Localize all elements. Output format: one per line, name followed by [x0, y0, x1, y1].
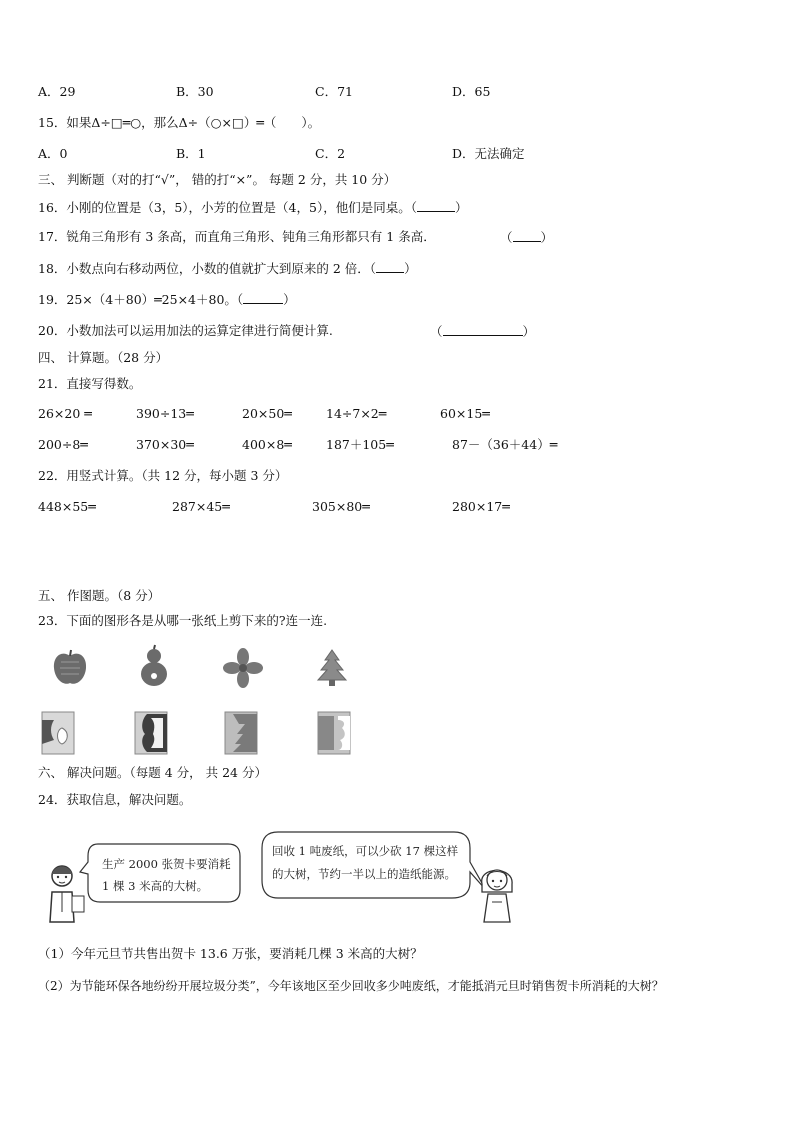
girl-figure — [472, 862, 524, 924]
q15-option-c: C．2 — [315, 146, 346, 161]
q24-title: 24．获取信息，解决问题。 — [38, 792, 192, 807]
q22-item-1: 448×55═ — [38, 499, 96, 514]
q18-close: ） — [404, 261, 417, 276]
q14-option-a: A．29 — [38, 84, 76, 99]
paper-gourd-cut — [133, 710, 171, 756]
q17-paren: （ ） — [500, 230, 554, 245]
q23-title: 23．下面的图形各是从哪一张纸上剪下来的?连一连. — [38, 613, 328, 628]
paper-apple-cut — [40, 710, 78, 756]
q21-item-3: 20×50═ — [242, 406, 292, 421]
q24-sub-1: （1）今年元旦节共售出贺卡 13.6 万张，要消耗几棵 3 米高的大树？ — [38, 946, 423, 961]
q14-option-b: B．30 — [176, 84, 214, 99]
q20-paren: （ ） — [430, 324, 536, 339]
q21-title: 21．直接写得数。 — [38, 376, 142, 391]
q19-answer-blank[interactable] — [243, 291, 283, 304]
q24-sub-2: （2）为节能环保各地纷纷开展垃圾分类”，今年该地区至少回收多少吨废纸，才能抵消元旦时销售贺卡所消耗的大树？ — [38, 979, 664, 993]
q15-text: 15．如果Δ÷□═○，那么Δ÷（○×□）═（ ）。 — [38, 115, 321, 130]
q17-text: 17．锐角三角形有 3 条高，而直角三角形、钝角三角形都只有 1 条高． — [38, 229, 436, 244]
q21-item-7: 370×30═ — [136, 437, 194, 452]
q19 — [38, 291, 296, 308]
q19-close: ） — [283, 292, 296, 307]
q21-item-10: 87－（36＋44）═ — [452, 437, 558, 452]
section5-title: 五、 作图题。（8 分） — [38, 588, 161, 603]
apple-shape — [50, 648, 90, 688]
q15-option-b: B．1 — [176, 146, 206, 161]
section3-title: 三、 判断题（对的打“√”， 错的打“×”。 每题 2 分，共 10 分） — [38, 172, 397, 187]
bubble-left-line-1: 生产 2000 张贺卡要消耗 — [102, 857, 231, 871]
q21-item-2: 390÷13═ — [136, 406, 194, 421]
q21-item-6: 200÷8═ — [38, 437, 88, 452]
q16-answer-blank[interactable] — [417, 199, 455, 212]
speech-bubble-left — [78, 838, 248, 908]
q22-title: 22．用竖式计算。（共 12 分，每小题 3 分） — [38, 468, 288, 483]
q16 — [38, 199, 467, 216]
q20-answer-blank[interactable] — [443, 323, 523, 336]
q16-text: 16．小刚的位置是（3，5），小芳的位置是（4，5），他们是同桌。（ — [38, 200, 417, 215]
q14-option-c: C．71 — [315, 84, 353, 99]
q15-option-d: D．无法确定 — [452, 146, 525, 161]
q15-option-a: A．0 — [38, 146, 68, 161]
section6-title: 六、 解决问题。（每题 4 分， 共 24 分） — [38, 765, 267, 780]
section4-title: 四、 计算题。（28 分） — [38, 350, 169, 365]
q21-item-9: 187＋105═ — [326, 437, 394, 452]
bubble-right-line-1: 回收 1 吨废纸，可以少砍 17 棵这样 — [272, 844, 459, 858]
tree-shape — [315, 648, 349, 688]
q21-item-1: 26×20 ═ — [38, 406, 92, 421]
paper-flower-cut — [316, 710, 354, 756]
bubble-right-line-2: 的大树，节约一半以上的造纸能源。 — [272, 867, 456, 881]
q18 — [38, 260, 417, 277]
q21-item-5: 60×15═ — [440, 406, 490, 421]
q21-item-4: 14÷7×2═ — [326, 406, 387, 421]
bubble-left-line-2: 1 棵 3 米高的大树。 — [102, 879, 209, 893]
q20 — [38, 323, 333, 339]
q19-text: 19．25×（4＋80）═25×4＋80。（ — [38, 292, 244, 307]
q17-answer-blank[interactable] — [513, 229, 541, 242]
gourd-shape — [137, 644, 171, 688]
q20-text: 20．小数加法可以运用加法的运算定律进行简便计算. — [38, 323, 333, 338]
flower-shape — [223, 648, 263, 688]
q17 — [38, 229, 436, 245]
paper-tree-cut — [223, 710, 261, 756]
q22-item-3: 305×80═ — [312, 499, 370, 514]
q22-item-4: 280×17═ — [452, 499, 510, 514]
q14-option-d: D．65 — [452, 84, 491, 99]
q16-close: ） — [454, 200, 468, 215]
q18-text: 18．小数点向右移动两位，小数的值就扩大到原来的 2 倍．（ — [38, 261, 377, 276]
q22-item-2: 287×45═ — [172, 499, 230, 514]
q18-answer-blank[interactable] — [376, 260, 404, 273]
q21-item-8: 400×8═ — [242, 437, 292, 452]
